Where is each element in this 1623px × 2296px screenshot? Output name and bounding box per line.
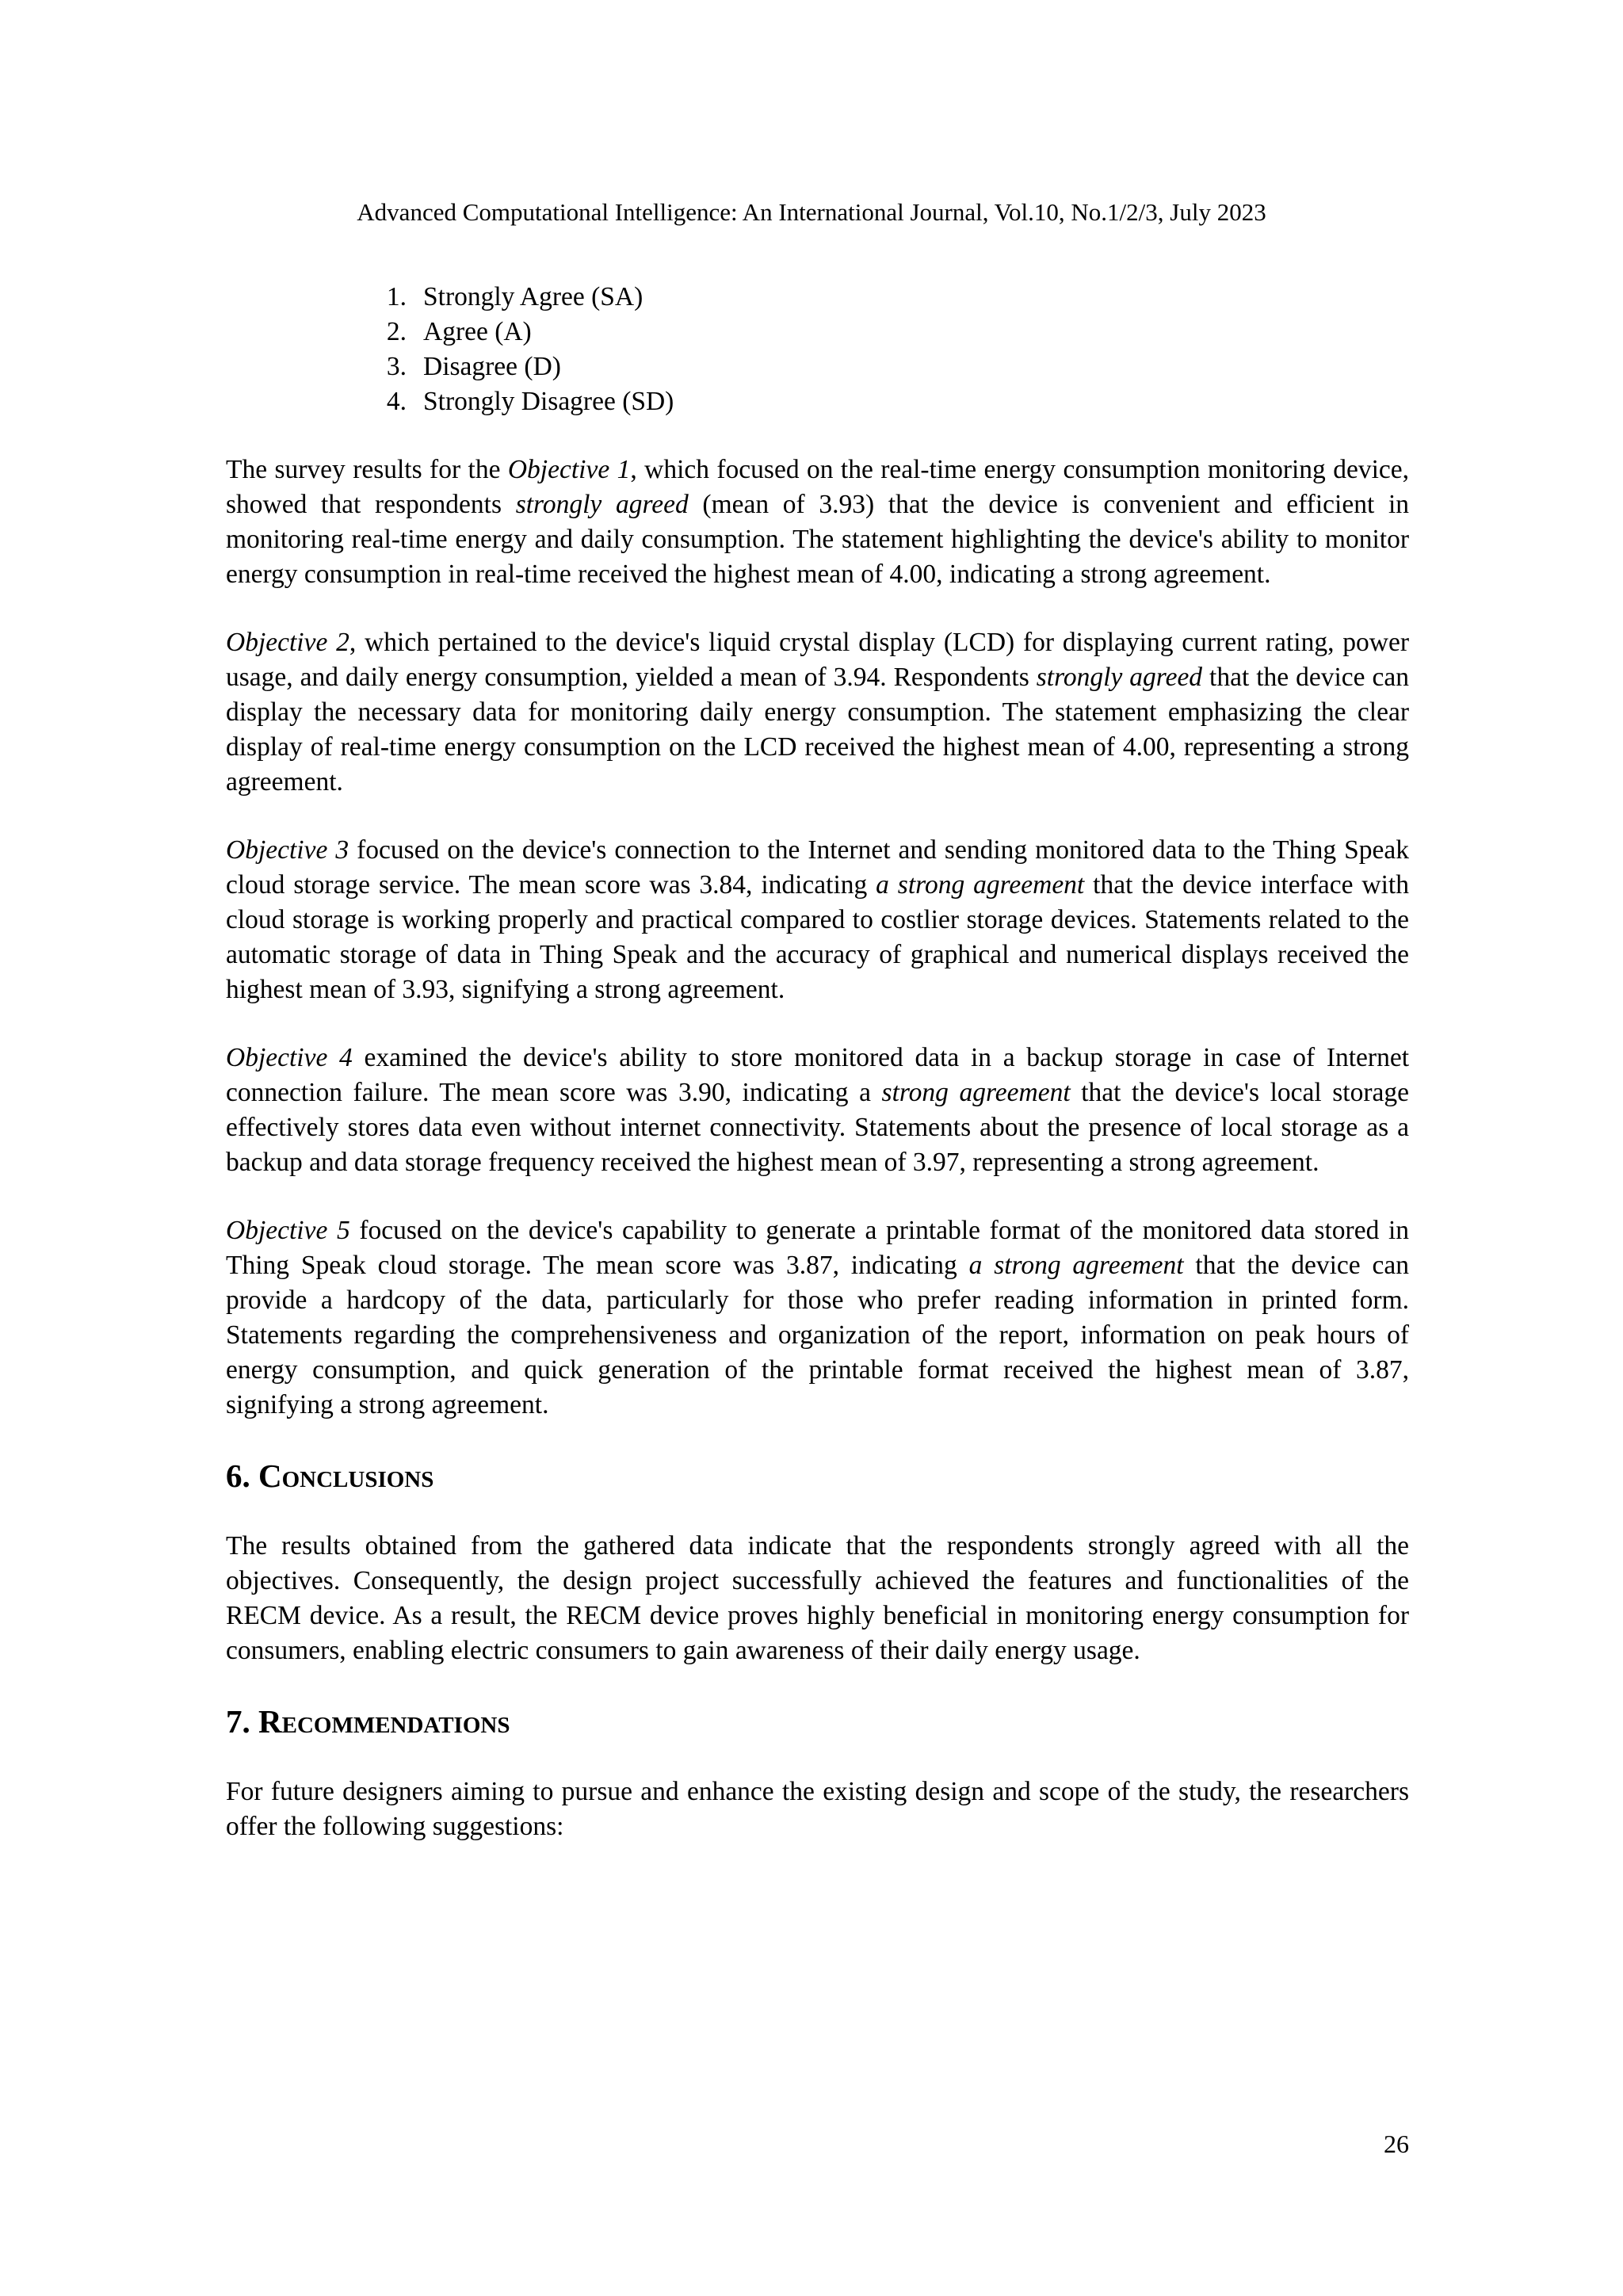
text-run: focused on the device's connection to the Internet and sending monitored data to the Thing Speak cloud storage service. The mean score was 3.84, indicating xyxy=(226,835,1410,900)
text-run: , which focused on the real-time energy consumption monitoring device, showed that respondents xyxy=(226,455,1409,519)
section-heading-conclusions xyxy=(226,1456,1409,1496)
text-run: that the device can provide a hardcopy of the data, particularly for those who prefer reading information in printed form. Statements regarding the comprehensiveness and organization of the report, information on peak hours of energy consumption, and quick generation of the printable format received the highest mean of 3.87, signifying a strong agreement. xyxy=(226,1251,1409,1419)
text-run: The survey results for the xyxy=(226,455,508,484)
list-item xyxy=(226,280,1409,315)
italic-run: a strong agreement xyxy=(876,870,1085,900)
italic-run: Objective 2 xyxy=(226,628,349,657)
paragraph-objective-5 xyxy=(226,1213,1409,1423)
list-item xyxy=(226,350,1409,384)
running-header: Advanced Computational Intelligence: An International Journal, Vol.10, No.1/2/3, July 2023 xyxy=(357,198,1266,226)
paragraph-objective-3 xyxy=(226,833,1409,1007)
italic-run: Objective 5 xyxy=(226,1216,350,1245)
italic-run: Objective 4 xyxy=(226,1043,353,1072)
list-number: 3. xyxy=(386,352,407,381)
text-run: that the device can display the necessary data for monitoring daily energy consumption. The statement emphasizing the clear display of real-time energy consumption on the LCD received the highest mean of 4.00, representing a strong agreement. xyxy=(226,663,1409,797)
list-item xyxy=(226,315,1409,350)
text-run: that the device interface with cloud storage is working properly and practical compared to costlier storage devices. Statements related to the automatic storage of data in Thing Speak and the accuracy of graphical and numerical displays received the highest mean of 3.93, signifying a strong agreement. xyxy=(226,870,1409,1004)
text-run: (mean of 3.93) that the device is convenient and efficient in monitoring real-time energy and daily consumption. The statement highlighting the device's ability to monitor energy consumption in real-time received the highest mean of 4.00, indicating a strong agreement. xyxy=(226,490,1409,589)
list-number: 2. xyxy=(386,317,407,346)
list-label: Agree (A) xyxy=(423,317,532,346)
list-number: 4. xyxy=(386,387,407,416)
body-content xyxy=(226,280,1409,1878)
italic-run: strongly agreed xyxy=(1036,663,1203,692)
paragraph-objective-2 xyxy=(226,625,1409,800)
paragraph-conclusions: The results obtained from the gathered data indicate that the respondents strongly agreed with all the objectives. Consequently, the design project successfully achieved the features and functionalities of the RECM device. As a result, the RECM device proves highly beneficial in monitoring energy consumption for consumers, enabling electric consumers to gain awareness of their daily energy usage. xyxy=(226,1531,1409,1665)
section-title: Recommendations xyxy=(258,1703,510,1740)
paragraph-objective-4 xyxy=(226,1041,1409,1180)
section-number: 7. xyxy=(226,1703,250,1740)
text-run: focused on the device's capability to generate a printable format of the monitored data stored in Thing Speak cloud storage. The mean score was 3.87, indicating xyxy=(226,1216,1410,1280)
text-run: examined the device's ability to store monitored data in a backup storage in case of Internet connection failure. The mean score was 3.90, indicating a xyxy=(226,1043,1410,1107)
list-number: 1. xyxy=(386,282,407,311)
italic-run: a strong agreement xyxy=(968,1251,1184,1280)
list-label: Strongly Disagree (SD) xyxy=(423,387,674,416)
list-label: Disagree (D) xyxy=(423,352,561,381)
italic-run: strong agreement xyxy=(881,1078,1071,1107)
paragraph-objective-1 xyxy=(226,453,1409,592)
section-title: Conclusions xyxy=(258,1457,434,1494)
list-item xyxy=(226,384,1409,419)
section-heading-recommendations xyxy=(226,1702,1409,1741)
italic-run: Objective 3 xyxy=(226,835,349,865)
page-number: 26 xyxy=(1384,2130,1409,2158)
text-run: , which pertained to the device's liquid crystal display (LCD) for displaying current rating, power usage, and daily energy consumption, yielded a mean of 3.94. Respondents xyxy=(226,628,1410,692)
text-run: that the device's local storage effectively stores data even without internet connectivity. Statements about the presence of local storage as a backup and data storage frequency received the highest mean of 3.97, representing a strong agreement. xyxy=(226,1078,1409,1177)
italic-run: strongly agreed xyxy=(515,490,689,519)
likert-scale-list xyxy=(226,280,1409,419)
section-number: 6. xyxy=(226,1457,250,1494)
paragraph-recommendations: For future designers aiming to pursue and enhance the existing design and scope of the study, the researchers offer the following suggestions: xyxy=(226,1777,1409,1841)
italic-run: Objective 1 xyxy=(507,455,631,484)
list-label: Strongly Agree (SA) xyxy=(423,282,643,311)
